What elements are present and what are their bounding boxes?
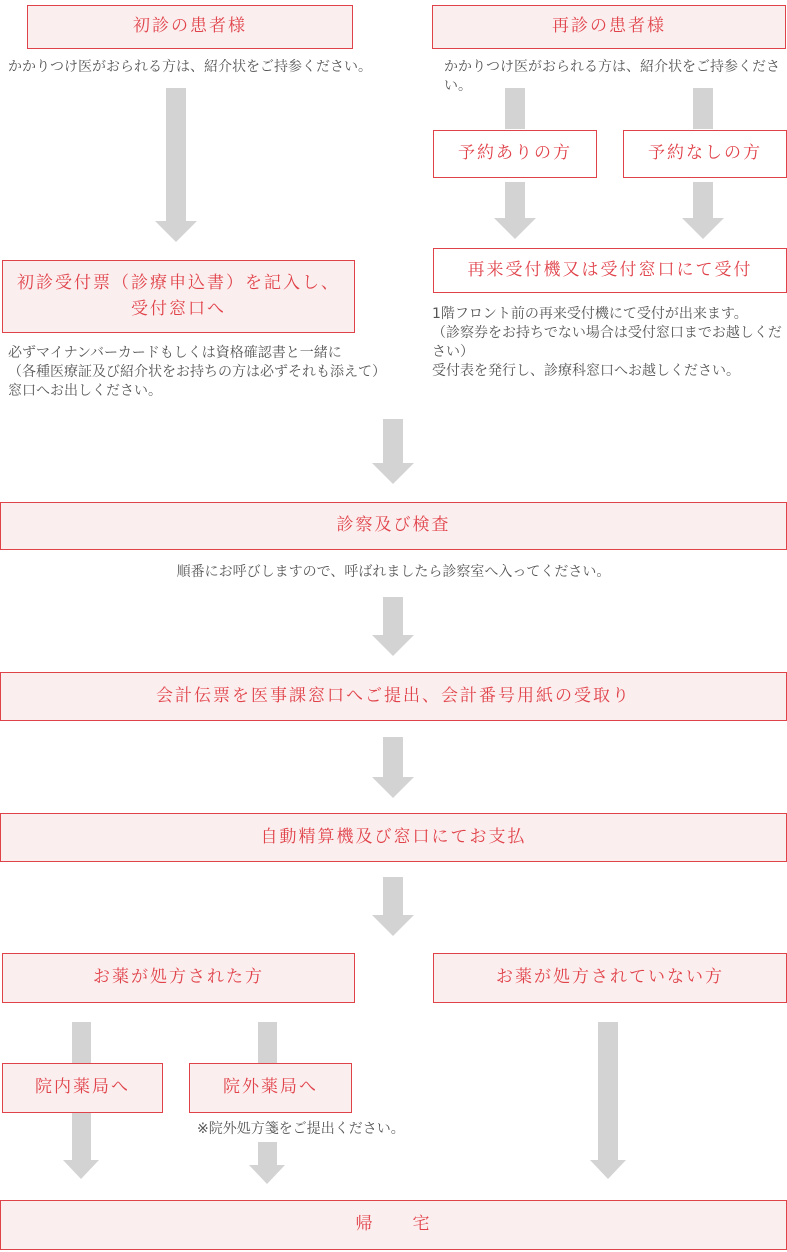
box-revisit-label: 再診の患者様	[552, 16, 666, 37]
down-arrow-head	[249, 1165, 285, 1184]
box-medication-not-prescribed	[433, 953, 787, 1003]
box-pharmacy-inside	[2, 1063, 163, 1113]
down-arrow-shaft	[383, 877, 403, 915]
box-appointment-yes	[433, 130, 597, 178]
down-arrow-head	[372, 915, 414, 936]
down-arrow-shaft	[166, 88, 186, 221]
note-revisit-reception	[432, 305, 787, 381]
box-first-reception-line1: 初診受付票（診療申込書）を記入し、	[17, 273, 340, 293]
down-arrow-head	[372, 635, 414, 656]
down-arrow-shaft	[598, 1022, 618, 1160]
down-arrow-shaft	[693, 182, 713, 218]
box-payment	[0, 813, 787, 862]
down-arrow-shaft	[383, 419, 403, 463]
box-medication-prescribed-label: お薬が処方された方	[93, 967, 264, 988]
down-arrow-shaft	[383, 737, 403, 777]
box-home-label: 帰 宅	[355, 1214, 432, 1235]
note-first-reception	[8, 344, 386, 401]
note-first-reception-line3: 窓口へお出しください。	[8, 383, 162, 399]
box-medication-not-prescribed-label: お薬が処方されていない方	[496, 967, 724, 988]
down-arrow-head	[155, 221, 197, 242]
note-first-reception-line1: 必ずマイナンバーカードもしくは資格確認書と一緒に	[8, 345, 342, 361]
box-first-visit	[27, 5, 353, 49]
box-pharmacy-outside-label: 院外薬局へ	[223, 1077, 318, 1098]
box-exam-label: 診察及び検査	[336, 515, 451, 536]
note-first-reception-line2: （各種医療証及び紹介状をお持ちの方は必ずそれも添えて）	[8, 364, 386, 380]
box-medication-prescribed	[2, 953, 355, 1003]
box-first-reception-label	[17, 271, 340, 322]
down-arrow-head	[590, 1160, 626, 1179]
box-home	[0, 1200, 787, 1250]
note-revisit-reception-line1: 1階フロント前の再来受付機にて受付が出来ます。	[432, 306, 748, 322]
note-first-visit: かかりつけ医がおられる方は、紹介状をご持参ください。	[8, 59, 372, 75]
note-revisit: かかりつけ医がおられる方は、紹介状をご持参ください。	[444, 59, 780, 94]
down-arrow-shaft	[258, 1142, 277, 1165]
box-exam	[0, 502, 787, 550]
down-arrow-shaft	[383, 597, 403, 635]
down-arrow-shaft	[505, 182, 525, 218]
box-billing	[0, 672, 787, 721]
down-arrow-head	[372, 463, 414, 484]
box-revisit	[432, 5, 786, 49]
box-pharmacy-inside-label: 院内薬局へ	[35, 1077, 130, 1098]
box-first-visit-label: 初診の患者様	[133, 16, 247, 37]
box-revisit-reception-label: 再来受付機又は受付窓口にて受付	[467, 259, 753, 280]
box-appointment-yes-label: 予約ありの方	[458, 143, 572, 164]
note-exam: 順番にお呼びしますので、呼ばれましたら診察室へ入ってください。	[176, 564, 611, 580]
box-first-reception	[2, 260, 355, 333]
box-payment-label: 自動精算機及び窓口にてお支払	[260, 826, 527, 847]
note-revisit-reception-line3: 受付表を発行し、診療科窓口へお越しください。	[432, 363, 740, 379]
down-arrow-head	[63, 1160, 99, 1179]
box-first-reception-line2: 受付窓口へ	[131, 298, 226, 319]
down-arrow-head	[372, 777, 414, 798]
box-revisit-reception	[433, 248, 787, 293]
box-appointment-no-label: 予約なしの方	[648, 143, 762, 164]
box-billing-label: 会計伝票を医事課窓口へご提出、会計番号用紙の受取り	[156, 685, 631, 706]
down-arrow-head	[682, 218, 724, 239]
box-appointment-no	[623, 130, 787, 178]
note-prescription: ※院外処方箋をご提出ください。	[197, 1121, 405, 1137]
down-arrow-head	[494, 218, 536, 239]
box-pharmacy-outside	[189, 1063, 352, 1113]
note-revisit-reception-line2: （診察券をお持ちでない場合は受付窓口までお越しください）	[432, 325, 782, 360]
